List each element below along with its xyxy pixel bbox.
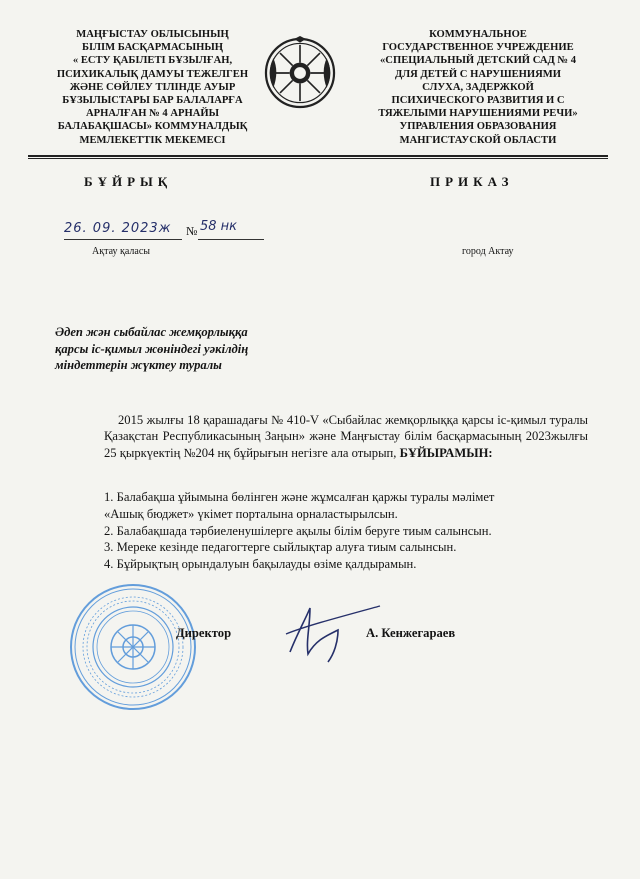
subject-line: міндеттерін жүктеу туралы — [55, 358, 222, 373]
signer-name: А. Кенжегараев — [366, 626, 456, 640]
header-russian-line: ТЯЖЕЛЫМИ НАРУШЕНИЯМИ РЕЧИ» — [378, 108, 578, 120]
header-russian-line: ДЛЯ ДЕТЕЙ С НАРУШЕНИЯМИ — [394, 68, 562, 80]
preamble-text: 2015 жылғы 18 қарашадағы № 410-V «Сыбайлас жемқорлыққа қарсы іс-қимыл туралы Қазақстан Республикасының Заңын» және Маңғыстау білім басқармасының 2023жылғы 25 қыркүектің №204 нқ бұйрығын негізге ала отырып, — [104, 413, 588, 460]
order-item: «Ашық бюджет» үкімет порталына орналастырылсын. — [104, 506, 398, 521]
header-kazakh-line: ПСИХИКАЛЫҚ ДАМУЫ ТЕЖЕЛГЕН — [56, 68, 249, 80]
order-item: 2. Балабақшада тәрбиеленушілерге ақылы білім беруге тиым салынсын. — [104, 523, 492, 538]
header-russian-line: ГОСУДАРСТВЕННОЕ УЧРЕЖДЕНИЕ — [382, 42, 574, 54]
decree-word: БҰЙЫРАМЫН: — [399, 445, 493, 460]
header-russian-line: УПРАВЛЕНИЯ ОБРАЗОВАНИЯ — [399, 121, 557, 133]
official-stamp-icon — [68, 582, 198, 712]
order-date: 26. 09. 2023ж — [64, 221, 172, 236]
header-russian-line: КОММУНАЛЬНОЕ — [429, 29, 527, 40]
date-underline — [64, 239, 182, 240]
header-kazakh — [50, 28, 255, 147]
order-item: 1. Балабақша ұйымына бөлінген және жұмсалған қаржы туралы мәлімет — [104, 490, 495, 504]
header-kazakh-line: МАҢҒЫСТАУ ОБЛЫСЫНЫҢ — [76, 29, 229, 40]
header-russian-line: МАНГИСТАУСКОЙ ОБЛАСТИ — [399, 134, 557, 146]
header-russian-line: «СПЕЦИАЛЬНЫЙ ДЕТСКИЙ САД № 4 — [380, 55, 576, 67]
header-russian-line: СЛУХА, ЗАДЕРЖКОЙ — [422, 81, 534, 93]
state-emblem-icon — [263, 36, 337, 110]
city-kazakh: Ақтау қаласы — [92, 246, 150, 257]
header-kazakh-line: БАЛАБАҚШАСЫ» КОММУНАЛДЫҚ — [57, 121, 248, 133]
city-russian: город Актау — [462, 246, 514, 257]
doc-type-kazakh: БҰЙРЫҚ — [84, 174, 173, 189]
order-item: 4. Бұйрықтың орындалуын бақылауды өзіме қалдырамын. — [104, 557, 417, 572]
order-item: 3. Мереке кезінде педагогтерге сыйлықтар алуға тиым салынсын. — [104, 540, 457, 555]
header-kazakh-line: « ЕСТУ ҚАБІЛЕТІ БҰЗЫЛҒАН, — [72, 55, 233, 67]
header-kazakh-line: БІЛІМ БАСҚАРМАСЫНЫҢ — [81, 42, 224, 54]
order-body — [104, 412, 588, 461]
subject-line: қарсы іс-қимыл жөніндегі уәкілдің — [55, 341, 249, 356]
doc-type-russian: ПРИКАЗ — [430, 174, 514, 189]
header-kazakh-line: БҰЗЫЛЫСТАРЫ БАР БАЛАЛАРҒА — [62, 95, 243, 107]
number-underline — [198, 239, 264, 240]
header-kazakh-line: АРНАЛҒАН № 4 АРНАЙЫ — [85, 108, 220, 120]
header-kazakh-line: ЖӘНЕ СӨЙЛЕУ ТІЛІНДЕ АУЫР — [69, 81, 236, 93]
order-number: 58 нк — [200, 219, 238, 234]
preamble-paragraph — [104, 412, 588, 461]
order-subject — [55, 324, 325, 374]
signer-title: Директор — [176, 626, 232, 640]
header-kazakh-line: МЕМЛЕКЕТТІК МЕКЕМЕСІ — [79, 134, 226, 146]
header-russian — [356, 28, 600, 147]
number-sign: № — [186, 224, 198, 238]
header-divider-thin — [28, 158, 608, 159]
header-divider — [28, 155, 608, 157]
subject-line: Әдеп жән сыбайлас жемқорлыққа — [55, 325, 248, 339]
order-items — [104, 489, 604, 573]
header-russian-line: ПСИХИЧЕСКОГО РАЗВИТИЯ И С — [391, 95, 565, 107]
